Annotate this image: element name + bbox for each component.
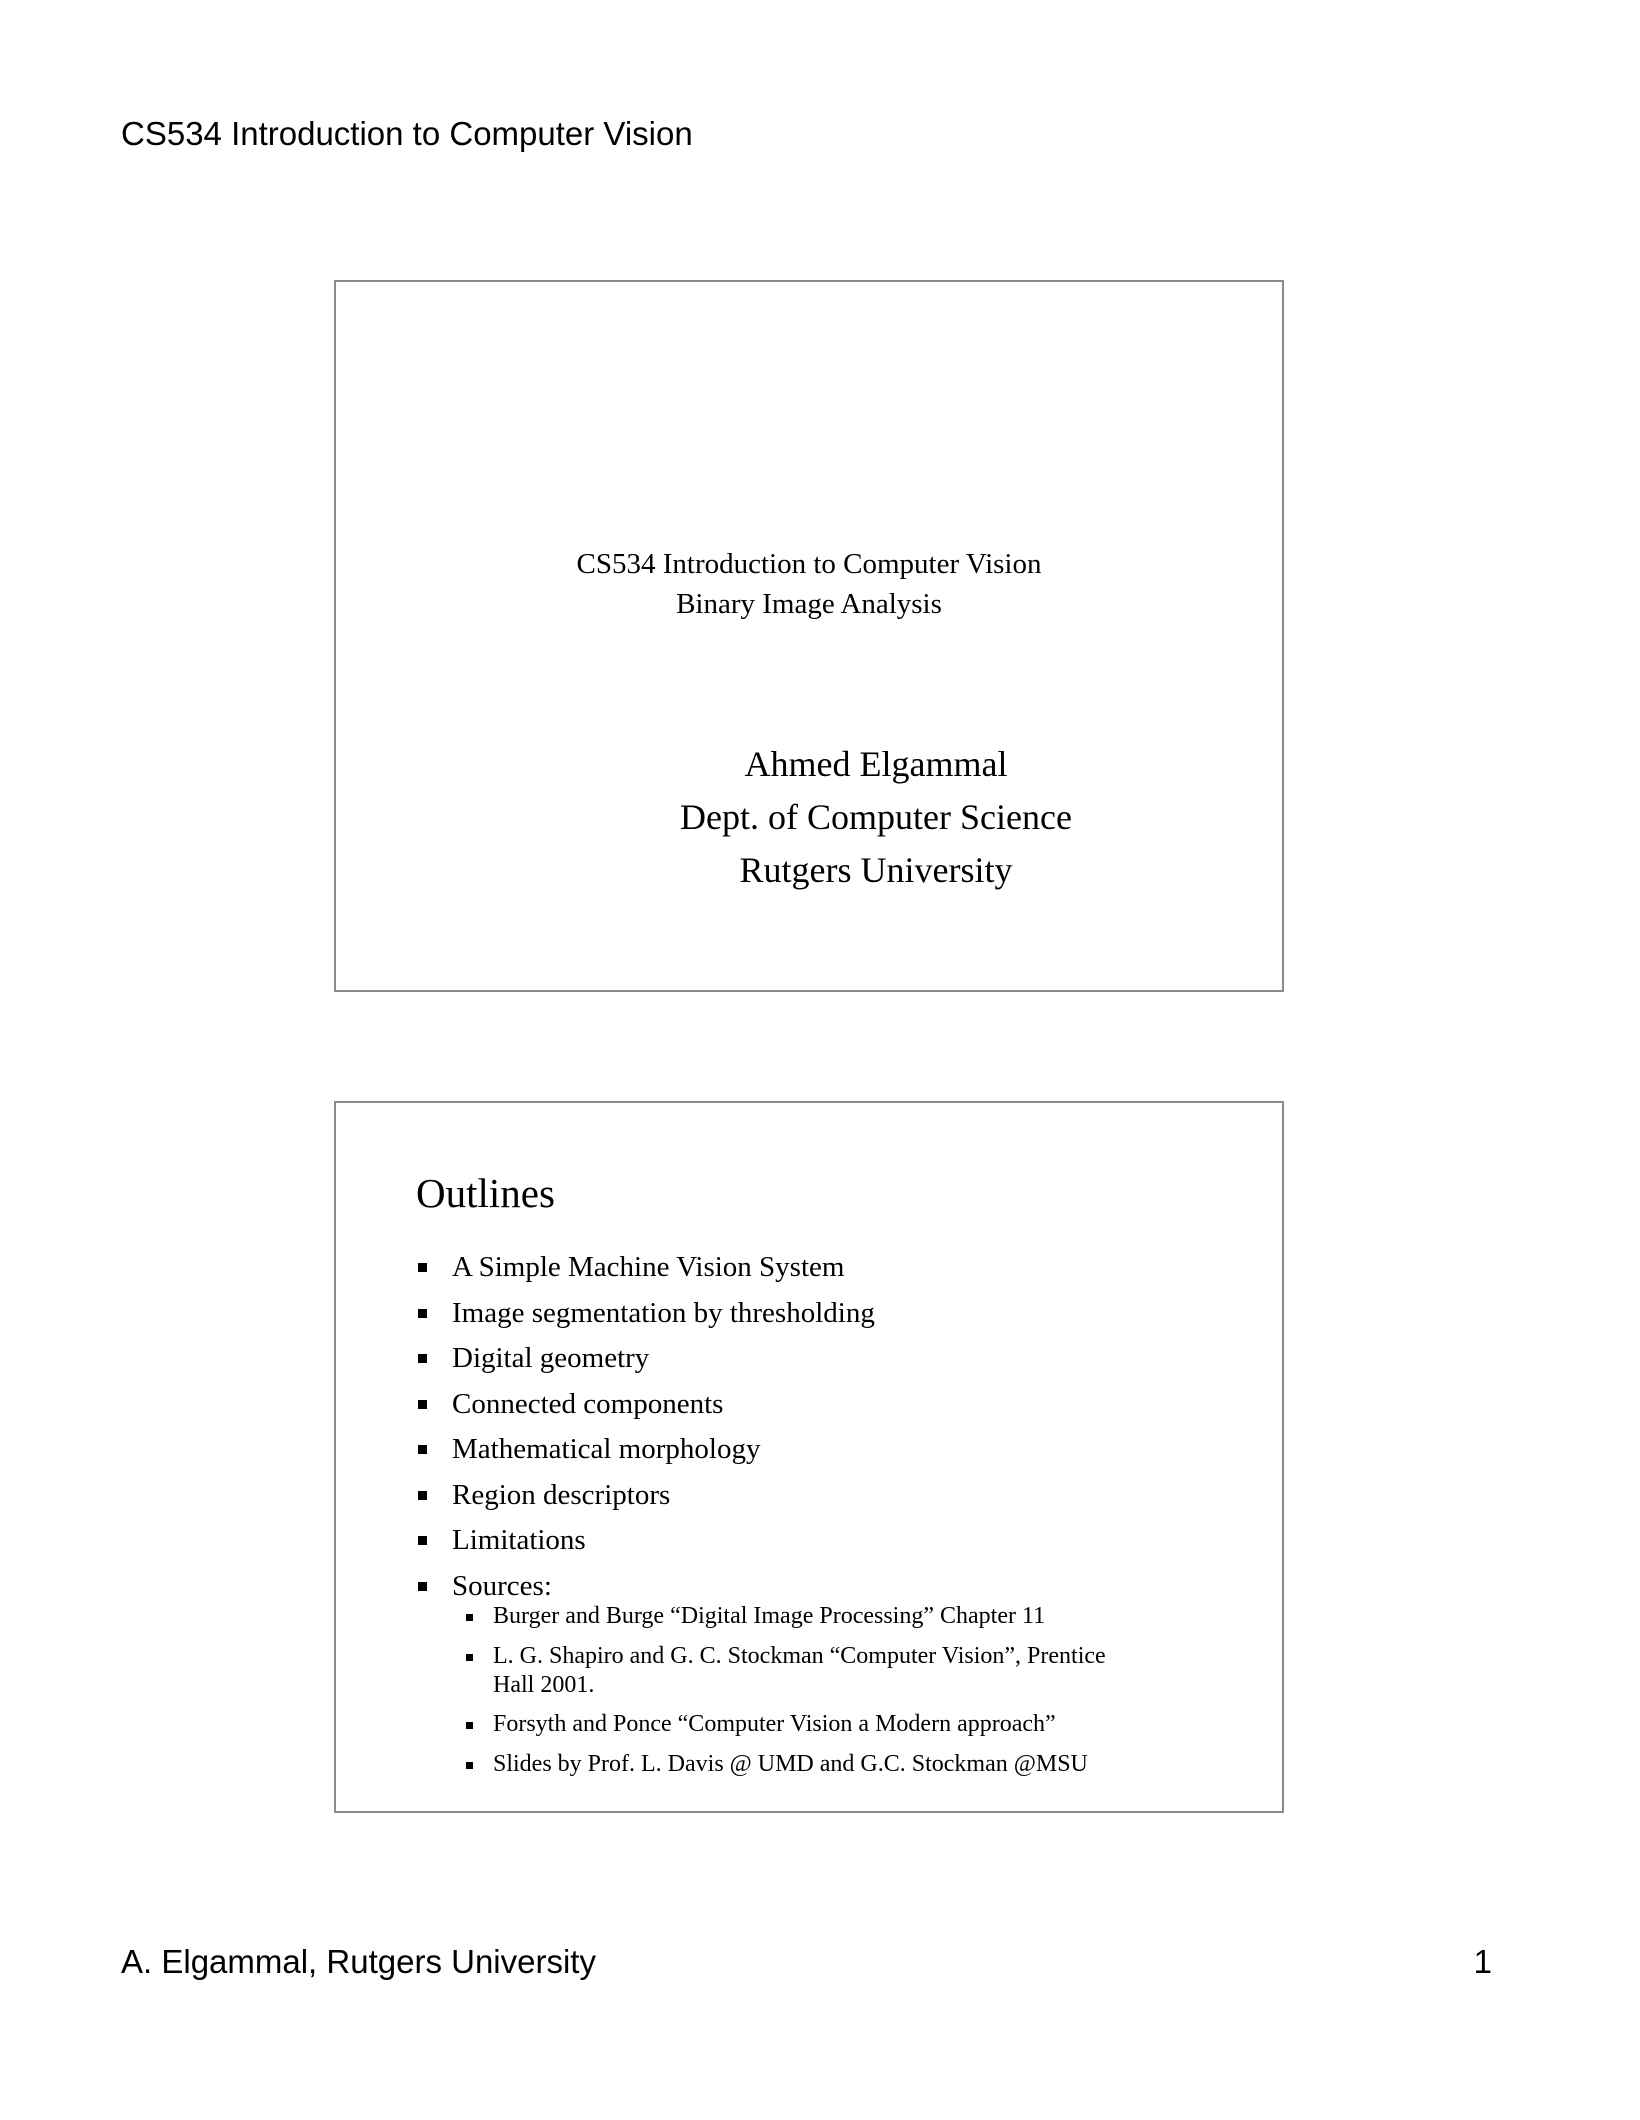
square-bullet-icon <box>418 1263 427 1272</box>
list-item: A Simple Machine Vision System <box>416 1245 875 1291</box>
square-bullet-icon <box>466 1654 473 1661</box>
slide-title-block <box>336 544 1282 624</box>
list-item: Sources: <box>416 1564 875 1610</box>
square-bullet-icon <box>418 1491 427 1500</box>
author-block <box>666 738 1086 897</box>
slide-title-topic: Binary Image Analysis <box>676 588 942 620</box>
page-header-course-title: CS534 Introduction to Computer Vision <box>121 115 693 152</box>
slide-title-course: CS534 Introduction to Computer Vision <box>576 548 1042 580</box>
list-item: Image segmentation by thresholding <box>416 1291 875 1337</box>
author-name: Ahmed Elgammal <box>744 744 1008 784</box>
square-bullet-icon <box>418 1582 427 1591</box>
outline-list <box>416 1245 875 1609</box>
list-item: Limitations <box>416 1518 875 1564</box>
source-item: L. G. Shapiro and G. C. Stockman “Computer Vision”, Prentice Hall 2001. <box>464 1642 1224 1700</box>
square-bullet-icon <box>418 1354 427 1363</box>
slide-title <box>334 280 1284 992</box>
list-item: Mathematical morphology <box>416 1427 875 1473</box>
page-footer-author: A. Elgammal, Rutgers University <box>121 1943 596 1980</box>
slide-outline <box>334 1101 1284 1813</box>
list-item: Digital geometry <box>416 1336 875 1382</box>
list-item: Region descriptors <box>416 1473 875 1519</box>
page-number: 1 <box>1473 1943 1492 1980</box>
square-bullet-icon <box>466 1722 473 1729</box>
square-bullet-icon <box>466 1614 473 1621</box>
author-university: Rutgers University <box>739 850 1013 890</box>
author-department: Dept. of Computer Science <box>680 797 1072 837</box>
outline-heading: Outlines <box>416 1170 555 1216</box>
sources-list <box>464 1602 1224 1789</box>
list-item: Connected components <box>416 1382 875 1428</box>
square-bullet-icon <box>418 1445 427 1454</box>
square-bullet-icon <box>418 1400 427 1409</box>
square-bullet-icon <box>418 1536 427 1545</box>
square-bullet-icon <box>418 1309 427 1318</box>
source-item: Forsyth and Ponce “Computer Vision a Modern approach” <box>464 1710 1224 1739</box>
source-item: Burger and Burge “Digital Image Processing” Chapter 11 <box>464 1602 1224 1631</box>
source-item: Slides by Prof. L. Davis @ UMD and G.C. Stockman @MSU <box>464 1750 1224 1779</box>
square-bullet-icon <box>466 1762 473 1769</box>
